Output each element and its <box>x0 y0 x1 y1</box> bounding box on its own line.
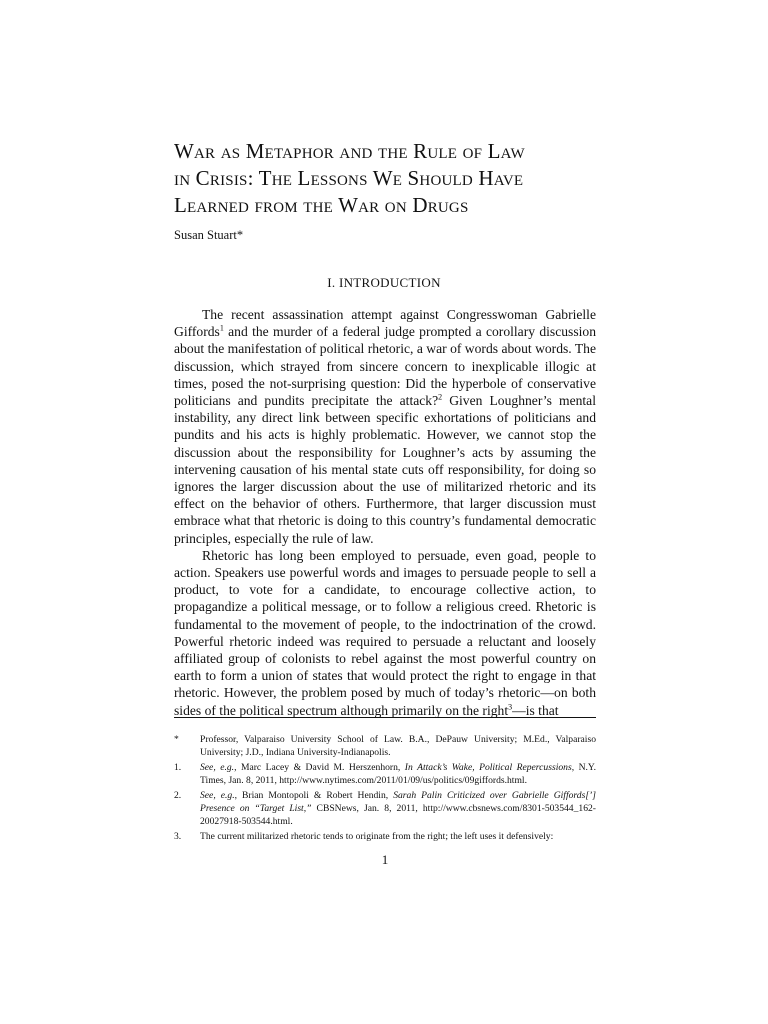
body-text <box>174 306 596 719</box>
footnote-1 <box>174 762 596 787</box>
footnote-ref-3[interactable]: 3 <box>508 702 513 712</box>
footnote-text <box>200 790 596 828</box>
footnote-mark: * <box>174 734 179 745</box>
footnote-text: Professor, Valparaiso University School of Law. B.A., DePauw University; M.Ed., Valparaiso University; J.D., Indiana University-Indianapolis. <box>200 734 596 758</box>
paragraph-1 <box>174 306 596 547</box>
article-title-citation: In Attack’s Wake, Political Repercussions <box>404 762 572 774</box>
author-name: Susan Stuart* <box>174 228 244 242</box>
footnote-text-before: , Marc Lacey & David M. Herszenhorn, <box>234 762 405 774</box>
footnote-ref-1[interactable]: 1 <box>219 323 224 333</box>
paragraph-2 <box>174 547 596 719</box>
footnotes <box>174 734 596 847</box>
footnote-text <box>200 762 596 787</box>
footnote-mark: 2. <box>174 790 182 802</box>
title-line-1: War as Metaphor and the Rule of Law <box>174 139 525 163</box>
footnote-2 <box>174 790 596 828</box>
paragraph-2-part-2: —is that <box>512 702 559 718</box>
title-line-3: Learned from the War on Drugs <box>174 193 469 217</box>
footnote-text-before: , Brian Montopoli & Robert Hendin, <box>234 790 394 802</box>
footnote-star <box>174 734 596 759</box>
article-title-citation: Sarah Palin Criticized over Gabrielle Giffords[’] Presence on “Target List,” <box>200 790 596 814</box>
footnote-text-after[interactable]: , N.Y. Times, Jan. 8, 2011, http://www.nytimes.com/2011/01/09/us/politics/09giffords.html. <box>200 762 596 786</box>
citation-signal: See, e.g. <box>200 762 235 774</box>
article-title <box>174 138 604 219</box>
footnote-mark: 3. <box>174 831 182 843</box>
paragraph-2-part-1: Rhetoric has long been employed to persuade, even goad, people to action. Speakers use powerful words and images to persuade people to sell a product, to vote for a candidate, to encourage collective action, to propagandize a political message, or to follow a religious creed. Rhetoric is fundamental to the movement of people, to the indoctrination of the crowd. Powerful rhetoric indeed was required to persuade a reluctant and loosely affiliated group of colonists to rebel against the most powerful country on earth to form a union of states that would protect the right to engage in that rhetoric. However, the problem posed by much of today’s rhetoric—on both sides of the political spectrum although primarily on the right <box>174 547 596 718</box>
paragraph-1-part-1: The recent assassination attempt against Congresswoman Gabrielle Giffords <box>174 307 596 340</box>
paragraph-1-part-2: and the murder of a federal judge prompted a corollary discussion about the manifestation of political rhetoric, a war of words about words. The discussion, which strayed from sincere concern to inexplicable illogic at times, posed the not-surprising question: Did the hyperbole of conservative politicians and pundits precipitate the attack? <box>174 324 596 409</box>
title-line-2: in Crisis: The Lessons We Should Have <box>174 166 524 190</box>
footnote-mark: 1. <box>174 762 182 774</box>
paragraph-1-part-3: Given Loughner’s mental instability, any direct link between specific exhortations of politicians and pundits and his acts is highly problematic. However, we cannot stop the discussion about the responsibility for Loughner’s acts by assuming the intervening causation of his mental state cuts off responsibility, for doing so ignores the larger discussion about the use of militarized rhetoric and its effect on the behavior of others. Furthermore, that larger discussion must embrace what that rhetoric is doing to this country’s fundamental democratic principles, especially the rule of law. <box>174 393 596 546</box>
footnote-text-after[interactable]: CBSNews, Jan. 8, 2011, http://www.cbsnews.com/8301-503544_162-20027918-503544.html. <box>200 802 596 827</box>
page-number: 1 <box>381 852 389 867</box>
footnote-3 <box>174 831 596 844</box>
footnote-divider <box>174 717 596 718</box>
section-heading: I. INTRODUCTION <box>327 275 441 290</box>
footnote-text: The current militarized rhetoric tends to originate from the right; the left uses it defensively: <box>200 831 554 843</box>
citation-signal: See, e.g. <box>200 790 235 802</box>
footnote-ref-2[interactable]: 2 <box>438 392 443 402</box>
